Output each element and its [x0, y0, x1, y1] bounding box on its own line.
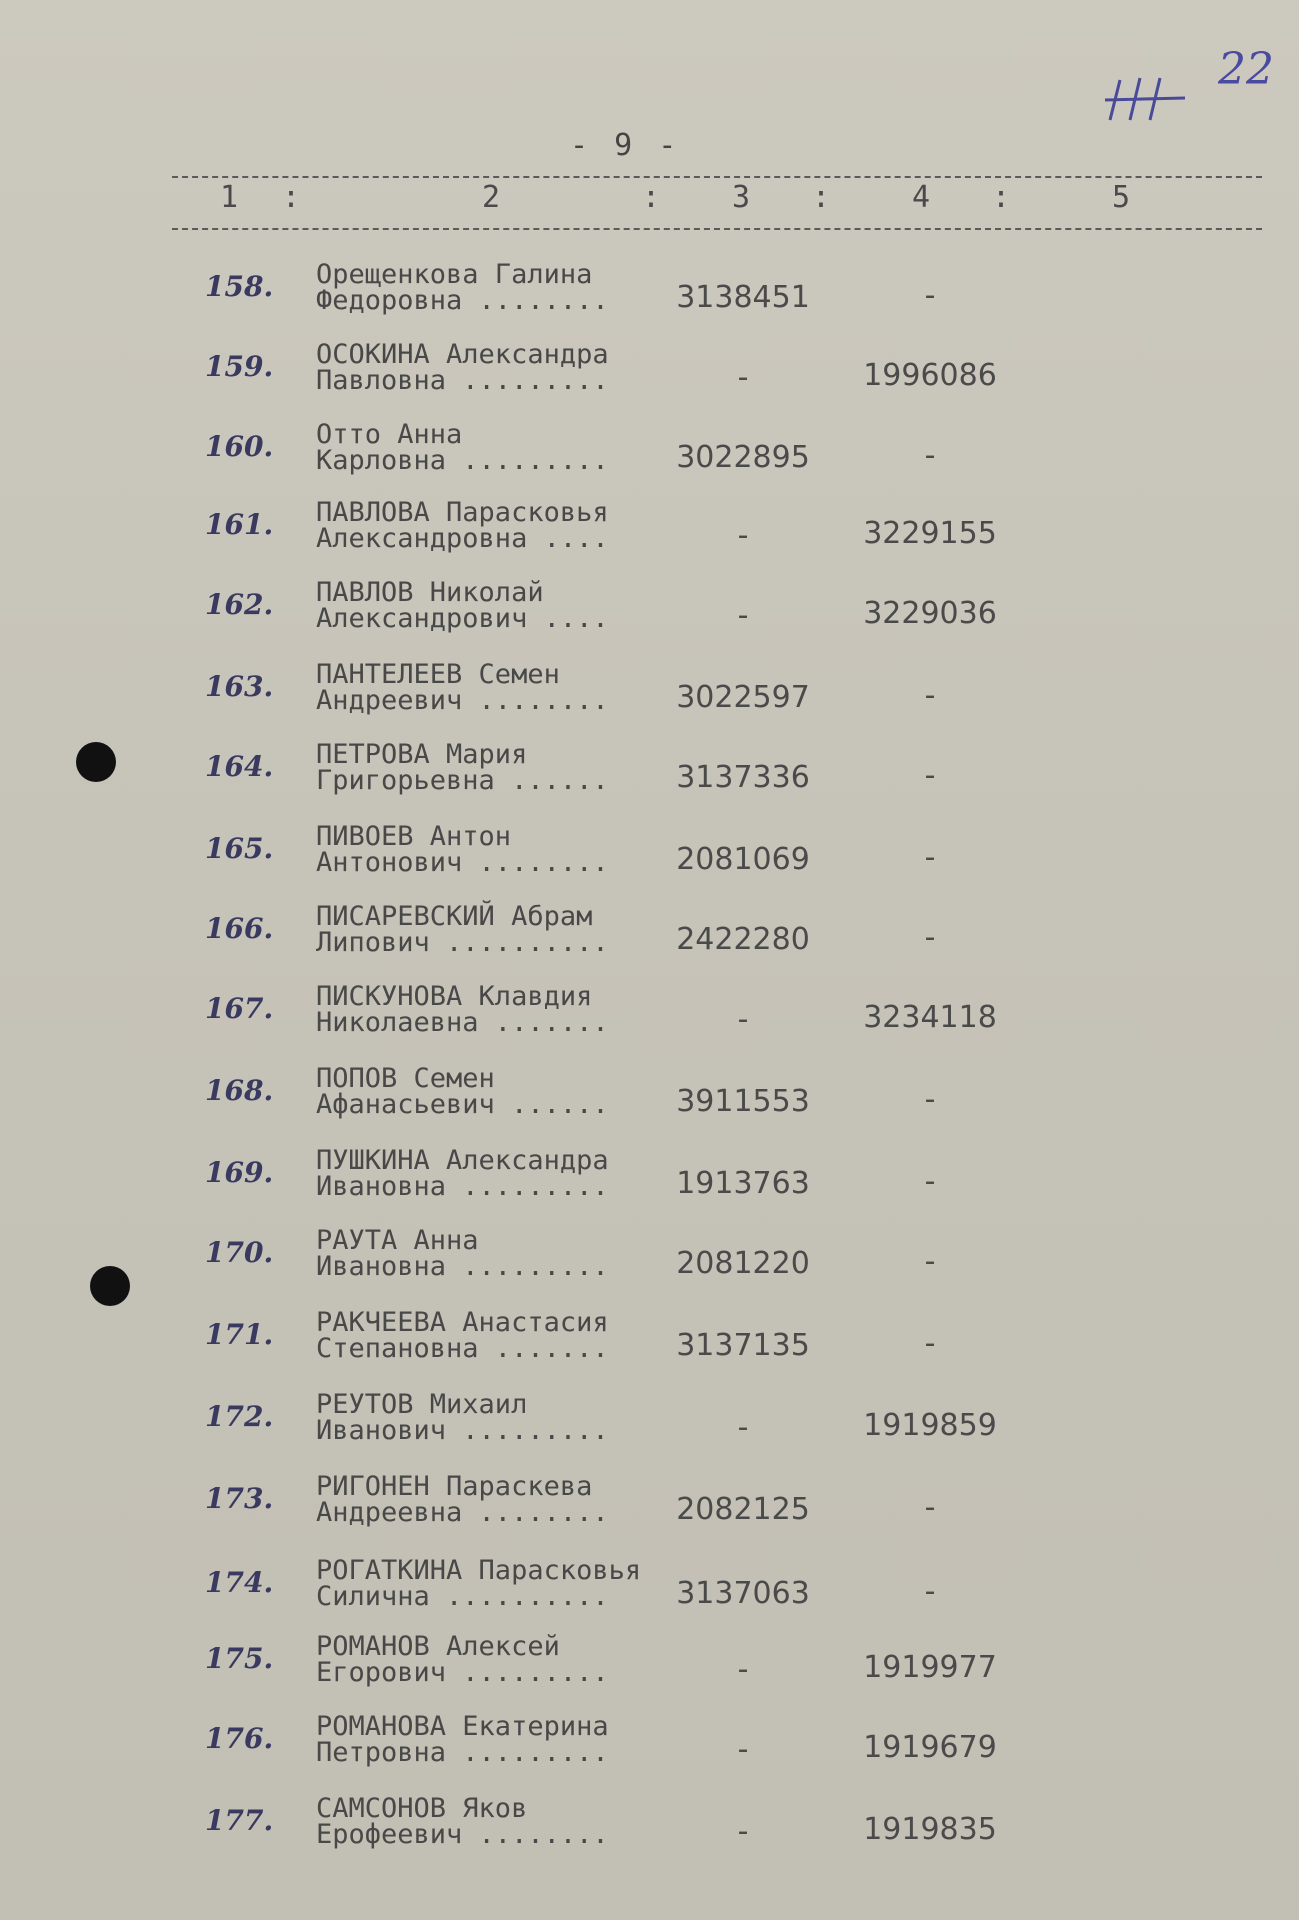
corner-scribble	[1100, 70, 1190, 146]
entry-patronymic-line: Андреевна ........	[316, 1497, 609, 1528]
entry-col4: -	[924, 920, 936, 955]
entry-surname-line: САМСОНОВ Яков	[316, 1793, 528, 1824]
entry-number: 161.	[205, 508, 274, 541]
entry-patronymic-line: Ивановна .........	[316, 1251, 609, 1282]
list-item	[0, 1711, 1299, 1794]
entry-patronymic-line: Карловна .........	[316, 445, 609, 476]
entry-col3: -	[737, 598, 749, 633]
entry-name	[316, 577, 696, 634]
col-header-5: 5	[1112, 180, 1131, 215]
entry-col3: 2422280	[676, 922, 810, 957]
entry-surname-line: ПИВОЕВ Антон	[316, 821, 512, 852]
entry-number: 175.	[205, 1642, 274, 1675]
col-separator: :	[642, 180, 661, 215]
entry-patronymic-line: Петровна .........	[316, 1737, 609, 1768]
entry-surname-line: Орещенкова Галина	[316, 259, 593, 290]
entry-surname-line: ОСОКИНА Александра	[316, 339, 609, 370]
entry-patronymic-line: Александрович ....	[316, 603, 609, 634]
entry-surname-line: РОМАНОВ Алексей	[316, 1631, 560, 1662]
entry-name	[316, 1471, 696, 1528]
entry-name	[316, 497, 696, 554]
entry-col3: 2081069	[676, 842, 810, 877]
entry-col4: -	[924, 840, 936, 875]
entry-surname-line: ПАВЛОВА Парасковья	[316, 497, 609, 528]
entry-col4: 3229155	[863, 516, 997, 551]
header-bottom-rule	[172, 228, 1262, 230]
entry-number: 176.	[205, 1722, 274, 1755]
entry-col4: -	[924, 1164, 936, 1199]
entry-number: 163.	[205, 670, 274, 703]
entry-col4: 3229036	[863, 596, 997, 631]
entry-number: 164.	[205, 750, 274, 783]
entry-col3: 3138451	[676, 280, 810, 315]
entry-col3: 3911553	[676, 1084, 810, 1119]
list-item	[0, 419, 1299, 502]
entry-col3: 3137135	[676, 1328, 810, 1363]
entry-number: 174.	[205, 1566, 274, 1599]
entry-col3: 3137336	[676, 760, 810, 795]
list-item	[0, 339, 1299, 422]
entry-name	[316, 821, 696, 878]
entry-col4: 1919679	[863, 1730, 997, 1765]
list-item	[0, 577, 1299, 660]
entry-surname-line: РЕУТОВ Михаил	[316, 1389, 528, 1420]
entry-number: 170.	[205, 1236, 274, 1269]
entry-col4: 1919977	[863, 1650, 997, 1685]
list-item	[0, 1307, 1299, 1390]
entry-col3: 2081220	[676, 1246, 810, 1281]
entry-name	[316, 1631, 696, 1688]
entry-col4: 1919859	[863, 1408, 997, 1443]
list-item	[0, 1063, 1299, 1146]
list-item	[0, 981, 1299, 1064]
entry-col4: -	[924, 1326, 936, 1361]
entry-surname-line: РАКЧЕЕВА Анастасия	[316, 1307, 609, 1338]
entry-name	[316, 901, 696, 958]
page-number: - 9 -	[570, 128, 681, 163]
col-header-3: 3	[732, 180, 751, 215]
entry-col3: 1913763	[676, 1166, 810, 1201]
entry-name	[316, 981, 696, 1038]
column-header	[172, 180, 1262, 220]
entry-patronymic-line: Николаевна .......	[316, 1007, 609, 1038]
entry-number: 160.	[205, 430, 274, 463]
list-item	[0, 259, 1299, 342]
entry-name	[316, 1063, 696, 1120]
entry-surname-line: РОГАТКИНА Парасковья	[316, 1555, 642, 1586]
entry-patronymic-line: Иванович .........	[316, 1415, 609, 1446]
entry-col4: -	[924, 1082, 936, 1117]
entry-col4: -	[924, 678, 936, 713]
entry-col4: -	[924, 1244, 936, 1279]
entry-surname-line: РИГОНЕН Параскева	[316, 1471, 593, 1502]
entry-number: 172.	[205, 1400, 274, 1433]
entry-number: 158.	[205, 270, 274, 303]
entry-col3: 3137063	[676, 1576, 810, 1611]
entry-name	[316, 739, 696, 796]
entry-patronymic-line: Липович ..........	[316, 927, 609, 958]
entry-col4: 1919835	[863, 1812, 997, 1847]
entry-surname-line: Отто Анна	[316, 419, 463, 450]
list-item	[0, 1471, 1299, 1554]
entry-name	[316, 419, 696, 476]
entry-surname-line: ПУШКИНА Александра	[316, 1145, 609, 1176]
scribble-mark-icon	[1100, 70, 1190, 130]
entry-name	[316, 1145, 696, 1202]
entry-col4: -	[924, 278, 936, 313]
entry-number: 169.	[205, 1156, 274, 1189]
entry-col3: -	[737, 1732, 749, 1767]
entry-surname-line: ПАНТЕЛЕЕВ Семен	[316, 659, 560, 690]
col-separator: :	[812, 180, 831, 215]
entry-name	[316, 259, 696, 316]
entry-patronymic-line: Александровна ....	[316, 523, 609, 554]
entry-surname-line: РОМАНОВА Екатерина	[316, 1711, 609, 1742]
list-item	[0, 659, 1299, 742]
entry-col4: -	[924, 1490, 936, 1525]
entry-name	[316, 1555, 696, 1612]
list-item	[0, 821, 1299, 904]
entry-number: 165.	[205, 832, 274, 865]
entry-col4: -	[924, 438, 936, 473]
entry-col4: -	[924, 1574, 936, 1609]
entry-name	[316, 1389, 696, 1446]
entry-number: 177.	[205, 1804, 274, 1837]
entry-col3: -	[737, 1652, 749, 1687]
entry-surname-line: ПИСКУНОВА Клавдия	[316, 981, 593, 1012]
entry-col3: 3022597	[676, 680, 810, 715]
entry-number: 171.	[205, 1318, 274, 1351]
entry-patronymic-line: Егорович .........	[316, 1657, 609, 1688]
entry-patronymic-line: Степановна .......	[316, 1333, 609, 1364]
list-item	[0, 1225, 1299, 1308]
list-item	[0, 1145, 1299, 1228]
entry-patronymic-line: Силична ..........	[316, 1581, 609, 1612]
entry-surname-line: ПАВЛОВ Николай	[316, 577, 544, 608]
entry-col3: 3022895	[676, 440, 810, 475]
entry-patronymic-line: Павловна .........	[316, 365, 609, 396]
entry-col4: 1996086	[863, 358, 997, 393]
list-item	[0, 497, 1299, 580]
entry-name	[316, 1793, 696, 1850]
entry-patronymic-line: Ерофеевич ........	[316, 1819, 609, 1850]
entry-col3: -	[737, 518, 749, 553]
entry-patronymic-line: Афанасьевич ......	[316, 1089, 609, 1120]
entry-name	[316, 339, 696, 396]
col-separator: :	[282, 180, 301, 215]
entry-col3: -	[737, 360, 749, 395]
entry-surname-line: ПЕТРОВА Мария	[316, 739, 528, 770]
col-separator: :	[992, 180, 1011, 215]
entry-patronymic-line: Ивановна .........	[316, 1171, 609, 1202]
entry-patronymic-line: Антонович ........	[316, 847, 609, 878]
entry-col3: -	[737, 1002, 749, 1037]
entry-number: 168.	[205, 1074, 274, 1107]
sheet-number: 22	[1218, 44, 1274, 95]
entry-col3: -	[737, 1410, 749, 1445]
list-item	[0, 1389, 1299, 1472]
entry-patronymic-line: Григорьевна ......	[316, 765, 609, 796]
entry-name	[316, 1711, 696, 1768]
entry-col4: 3234118	[863, 1000, 997, 1035]
entry-patronymic-line: Федоровна ........	[316, 285, 609, 316]
entry-patronymic-line: Андреевич ........	[316, 685, 609, 716]
col-header-4: 4	[912, 180, 931, 215]
entry-surname-line: ПИСАРЕВСКИЙ Абрам	[316, 901, 593, 932]
entry-number: 166.	[205, 912, 274, 945]
list-item	[0, 901, 1299, 984]
entry-number: 159.	[205, 350, 274, 383]
entry-number: 162.	[205, 588, 274, 621]
col-header-2: 2	[482, 180, 501, 215]
entry-name	[316, 1225, 696, 1282]
list-item	[0, 1793, 1299, 1876]
col-header-1: 1	[220, 180, 239, 215]
list-item	[0, 739, 1299, 822]
header-top-rule	[172, 176, 1262, 178]
entry-number: 173.	[205, 1482, 274, 1515]
list-item	[0, 1631, 1299, 1714]
entry-col4: -	[924, 758, 936, 793]
entry-number: 167.	[205, 992, 274, 1025]
entry-col3: 2082125	[676, 1492, 810, 1527]
entry-name	[316, 659, 696, 716]
list-item	[0, 1555, 1299, 1638]
entry-surname-line: ПОПОВ Семен	[316, 1063, 495, 1094]
entry-col3: -	[737, 1814, 749, 1849]
entry-name	[316, 1307, 696, 1364]
entry-surname-line: РАУТА Анна	[316, 1225, 479, 1256]
